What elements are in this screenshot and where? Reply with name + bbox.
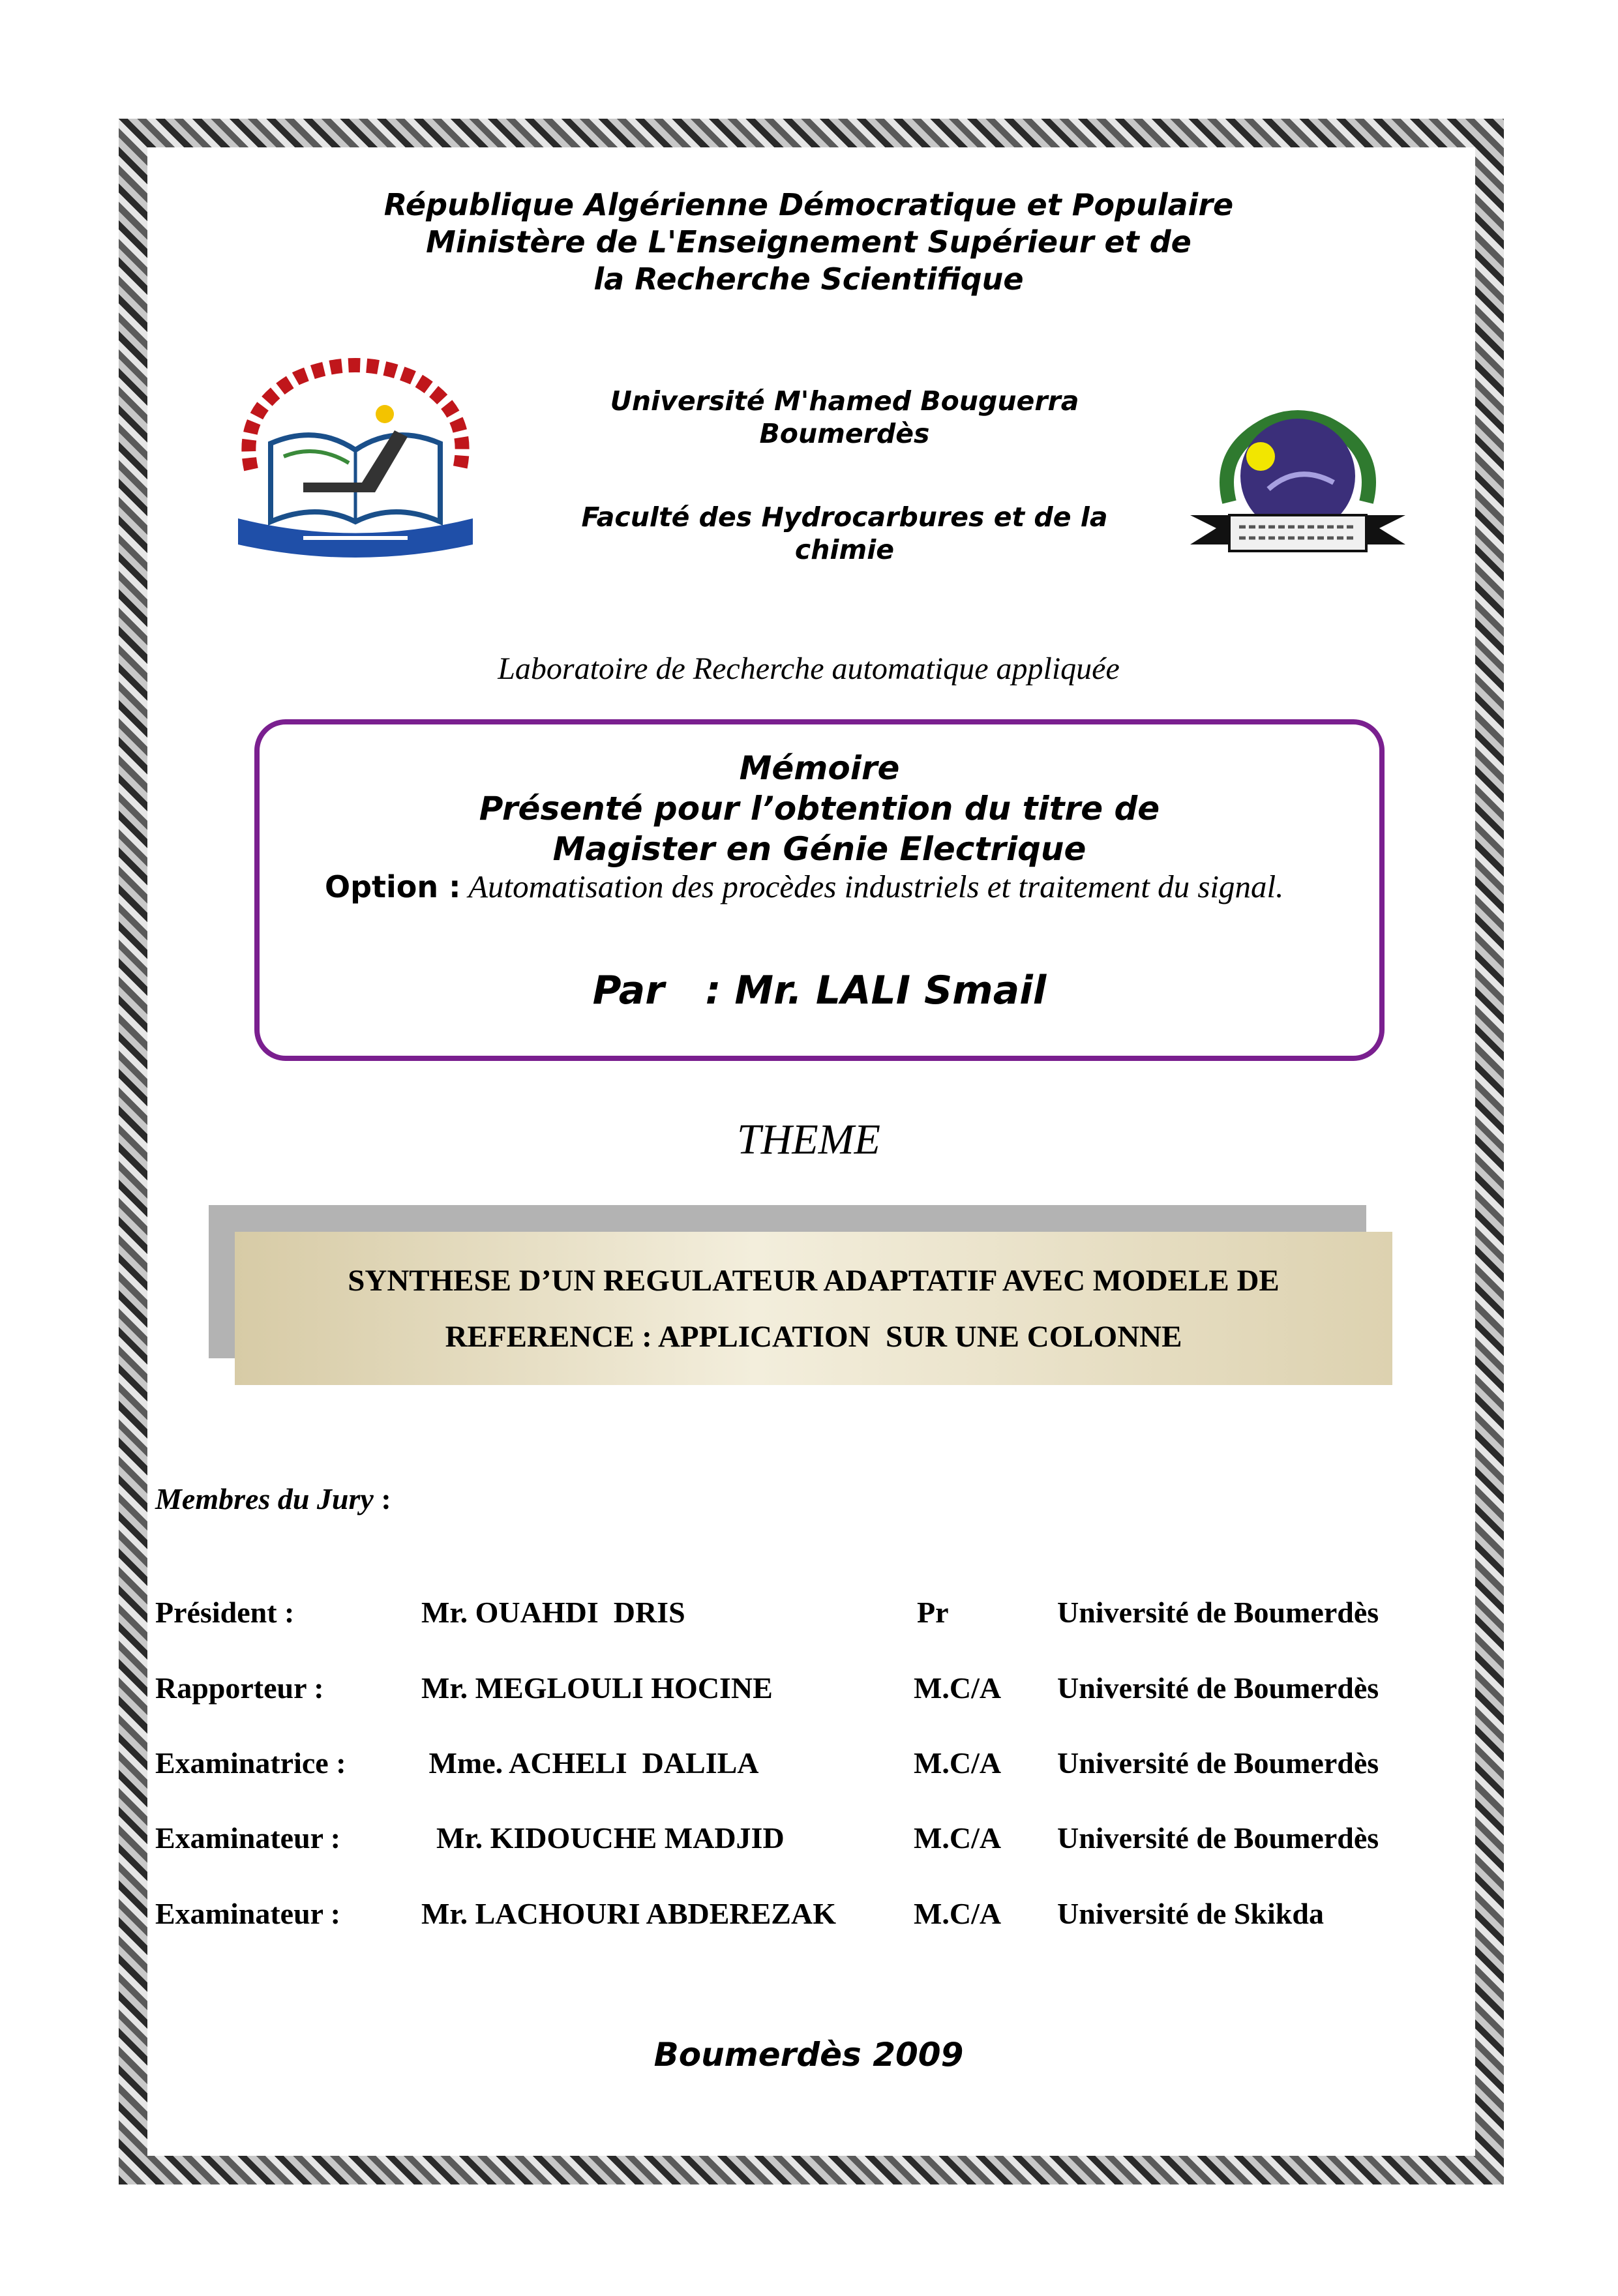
university-logo-icon — [1190, 404, 1405, 574]
jury-name: Mme. ACHELI DALILA — [421, 1746, 759, 1780]
faculty-name-line-2: chimie — [794, 534, 895, 565]
memoire-line-3: Magister en Génie Electrique — [552, 830, 1086, 868]
jury-heading-text: Membres du Jury — [155, 1482, 374, 1515]
theme-label: THEME — [737, 1116, 880, 1163]
jury-grade: M.C/A — [914, 1821, 1002, 1855]
jury-role: Examinatrice : — [155, 1746, 346, 1780]
jury-member-row — [155, 1746, 1479, 1785]
jury-role: Examinateur : — [155, 1897, 341, 1930]
jury-university: Université de Boumerdès — [1057, 1821, 1379, 1855]
header-line-3: la Recherche Scientifique — [593, 261, 1024, 297]
faculty-logo-icon — [225, 352, 486, 574]
jury-university: Université de Boumerdès — [1057, 1746, 1379, 1780]
university-block — [541, 385, 1148, 450]
footer-place-year: Boumerdès 2009 — [653, 2036, 964, 2074]
jury-university: Université de Boumerdès — [1057, 1596, 1379, 1629]
jury-member-row — [155, 1896, 1479, 1935]
jury-name: Mr. LACHOURI ABDEREZAK — [421, 1897, 836, 1930]
jury-grade: M.C/A — [914, 1671, 1002, 1705]
jury-heading-colon: : — [373, 1482, 391, 1515]
jury-university: Université de Skikda — [1057, 1897, 1324, 1930]
jury-university: Université de Boumerdès — [1057, 1671, 1379, 1705]
jury-name: Mr. KIDOUCHE MADJID — [421, 1821, 785, 1855]
header-line-1: République Algérienne Démocratique et Populaire — [383, 187, 1234, 222]
memoire-line-1: Mémoire — [739, 749, 900, 787]
jury-role: Rapporteur : — [155, 1671, 324, 1705]
jury-name: Mr. OUAHDI DRIS — [421, 1596, 685, 1629]
author-line: Par : Mr. LALI Smail — [592, 968, 1047, 1013]
jury-role: Examinateur : — [155, 1821, 341, 1855]
theme-title-box — [235, 1232, 1392, 1385]
laboratory-name: Laboratoire de Recherche automatique appliquée — [498, 651, 1120, 686]
memoire-lines — [260, 748, 1379, 869]
theme-title-line-1: SYNTHESE D’UN REGULATEUR ADAPTATIF AVEC MODELE DE — [348, 1263, 1280, 1298]
jury-member-row — [155, 1595, 1479, 1634]
theme-title-line-2: REFERENCE : APPLICATION SUR UNE COLONNE — [445, 1319, 1182, 1354]
header-line-2: Ministère de L'Enseignement Supérieur et de — [426, 224, 1191, 260]
memoire-box — [254, 719, 1385, 1061]
option-line — [325, 868, 1368, 905]
option-label: Option : — [325, 869, 461, 904]
jury-name: Mr. MEGLOULI HOCINE — [421, 1671, 773, 1705]
faculty-block — [541, 501, 1148, 566]
jury-member-row — [155, 1671, 1479, 1710]
jury-grade: Pr — [917, 1596, 949, 1629]
jury-role: Président : — [155, 1596, 295, 1629]
jury-grade: M.C/A — [914, 1897, 1002, 1930]
jury-grade: M.C/A — [914, 1746, 1002, 1780]
university-name-line-2: Boumerdès — [759, 418, 930, 449]
memoire-line-2: Présenté pour l’obtention du titre de — [479, 790, 1160, 827]
header-block — [157, 186, 1461, 298]
jury-heading — [155, 1482, 391, 1516]
jury-member-row — [155, 1821, 1479, 1860]
option-value: Automatisation des procèdes industriels et traitement du signal. — [468, 869, 1284, 904]
university-name-line-1: Université M'hamed Bouguerra — [610, 385, 1079, 417]
faculty-name-line-1: Faculté des Hydrocarbures et de la — [581, 501, 1108, 533]
